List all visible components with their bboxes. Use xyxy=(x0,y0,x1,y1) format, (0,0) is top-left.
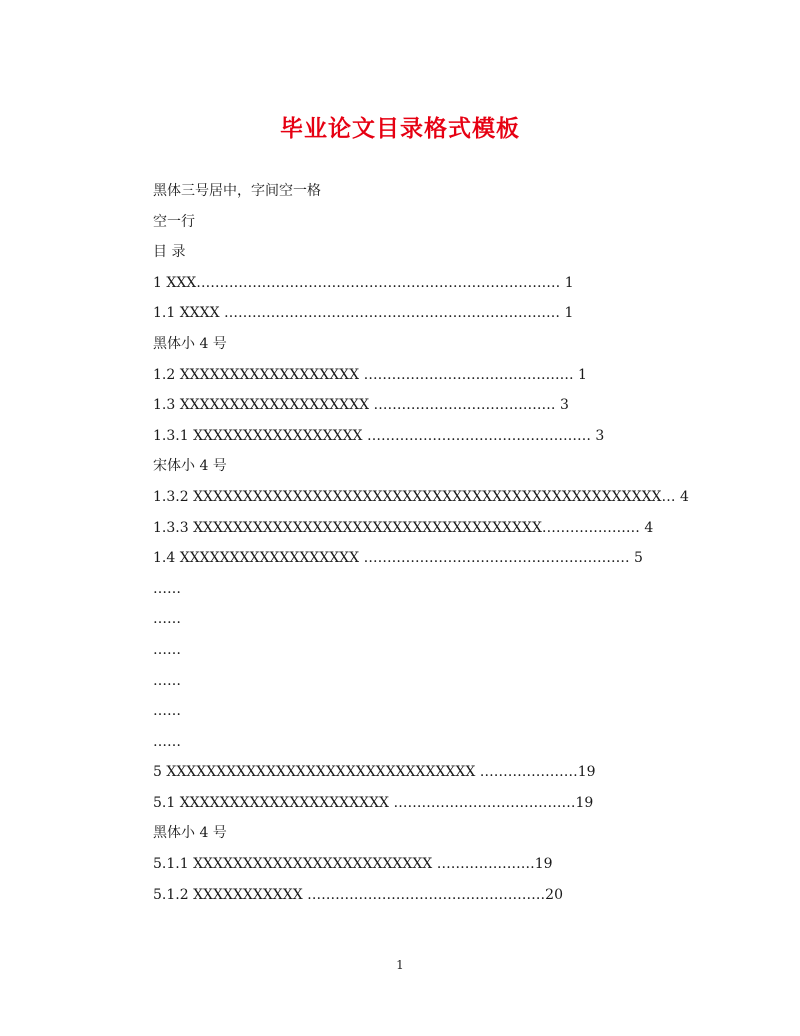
toc-entry: 1.3.3 XXXXXXXXXXXXXXXXXXXXXXXXXXXXXXXXXXX………………… 4 xyxy=(153,519,654,536)
format-note: 黑体小 4 号 xyxy=(153,825,227,842)
toc-entry: 1.3 XXXXXXXXXXXXXXXXXXX ………………………………… 3 xyxy=(153,397,569,414)
toc-entry: 5.1 XXXXXXXXXXXXXXXXXXXXX …………………………………19 xyxy=(153,794,594,811)
toc-heading: 目 录 xyxy=(153,244,186,261)
ellipsis-line: …… xyxy=(153,611,181,628)
format-note-blank-line: 空一行 xyxy=(153,213,195,230)
toc-entry: 5.1.1 XXXXXXXXXXXXXXXXXXXXXXXX …………………19 xyxy=(153,856,553,873)
ellipsis-line: …… xyxy=(153,580,181,597)
toc-entry: 5 XXXXXXXXXXXXXXXXXXXXXXXXXXXXXXX …………………19 xyxy=(153,764,596,781)
ellipsis-line: …… xyxy=(153,733,181,750)
ellipsis-line: …… xyxy=(153,641,181,658)
toc-entry: 1 XXX…………………………………………………………………… 1 xyxy=(153,274,574,291)
ellipsis-line: …… xyxy=(153,672,181,689)
ellipsis-line: …… xyxy=(153,703,181,720)
toc-entry: 1.1 XXXX ……………………………………………………………… 1 xyxy=(153,305,574,322)
format-note: 宋体小 4 号 xyxy=(153,458,227,475)
toc-entry: 1.3.1 XXXXXXXXXXXXXXXXX ………………………………………… 3 xyxy=(153,427,605,444)
toc-entry: 1.3.2 XXXXXXXXXXXXXXXXXXXXXXXXXXXXXXXXXXXXXXXXXXXXXXX… 4 xyxy=(153,488,689,505)
page-number: 1 xyxy=(396,958,404,972)
toc-entry: 1.2 XXXXXXXXXXXXXXXXXX ……………………………………… 1 xyxy=(153,366,587,383)
toc-body xyxy=(153,176,689,910)
format-note: 黑体小 4 号 xyxy=(153,335,227,352)
toc-entry: 5.1.2 XXXXXXXXXXX ……………………………………………20 xyxy=(153,886,563,903)
document-title: 毕业论文目录格式模板 xyxy=(280,115,520,142)
format-note-heading: 黑体三号居中，字间空一格 xyxy=(153,183,321,199)
toc-entry: 1.4 XXXXXXXXXXXXXXXXXX ………………………………………………… 5 xyxy=(153,550,643,567)
